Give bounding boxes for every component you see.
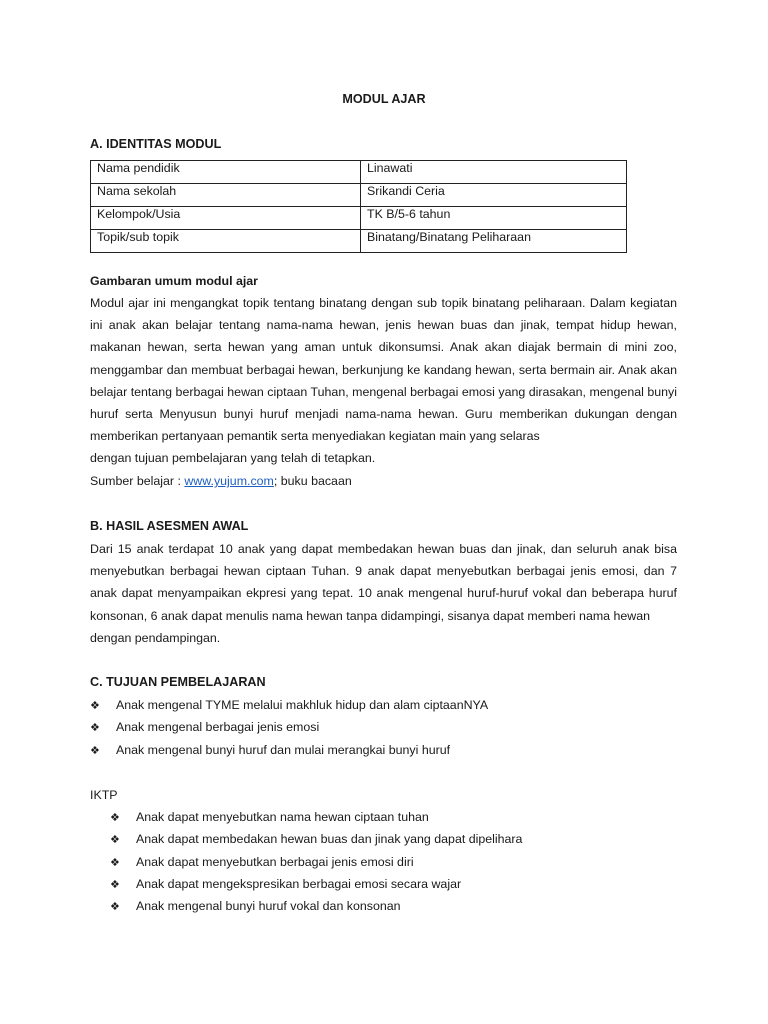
- list-item: [90, 716, 488, 738]
- diamond-bullet-icon: ❖: [110, 834, 120, 847]
- diamond-bullet-icon: ❖: [110, 856, 120, 869]
- list-item: [110, 806, 522, 828]
- source-label: Sumber belajar :: [90, 474, 185, 488]
- source-link[interactable]: www.yujum.com: [184, 474, 274, 488]
- goal-text: Anak mengenal TYME melalui makhluk hidup dan alam ciptaanNYA: [116, 698, 489, 712]
- goal-text: Anak mengenal bunyi huruf dan mulai merangkai bunyi huruf: [116, 742, 451, 757]
- diamond-bullet-icon: ❖: [110, 901, 120, 914]
- identity-table: [90, 160, 627, 253]
- list-item: [90, 739, 488, 761]
- table-row: [91, 161, 627, 184]
- iktp-text: Anak dapat menyebutkan berbagai jenis emosi diri: [136, 854, 414, 869]
- overview-last-line: dengan tujuan pembelajaran yang telah di tetapkan.: [90, 451, 376, 466]
- section-b-heading: B. HASIL ASESMEN AWAL: [90, 519, 249, 533]
- table-key: Topik/sub topik: [91, 230, 361, 253]
- table-row: [91, 230, 627, 253]
- list-item: [90, 694, 488, 716]
- table-key: Kelompok/Usia: [91, 207, 361, 230]
- table-value: TK B/5-6 tahun: [361, 207, 627, 230]
- iktp-text: Anak dapat membedakan hewan buas dan jinak yang dapat dipelihara: [136, 832, 523, 847]
- overview-heading: Gambaran umum modul ajar: [90, 274, 258, 288]
- list-item: [110, 828, 522, 850]
- iktp-text: Anak mengenal bunyi huruf vokal dan konsonan: [136, 899, 401, 914]
- table-value: Binatang/Binatang Peliharaan: [361, 230, 627, 253]
- iktp-list: [110, 806, 522, 917]
- overview-text: Modul ajar ini mengangkat topik tentang binatang dengan sub topik binatang peliharaan. Dalam kegiatan ini anak akan belajar tentang nama-nama hewan, jenis hewan buas dan jinak, tempat hidup hewan, makanan hewan, serta hewan yang aman untuk dikonsumsi. Anak akan diajak bermain di mini zoo, menggambar dan membuat berbagai hewan, berkunjung ke kandang hewan, serta bermain air. Anak akan belajar tentang berbagai hewan ciptaan Tuhan, mengenal berbagai emosi yang dirasakan, mengenal bunyi huruf serta Menyusun bunyi huruf menjadi nama-nama hewan. Guru memberikan dukungan dengan memberikan pertanyaan pemantik serta menyediakan kegiatan main yang selaras: [90, 296, 677, 444]
- section-c-heading: C. TUJUAN PEMBELAJARAN: [90, 675, 266, 689]
- document-title: MODUL AJAR: [342, 92, 426, 106]
- diamond-bullet-icon: ❖: [90, 722, 100, 735]
- list-item: [110, 851, 522, 873]
- source-rest: ; buku bacaan: [273, 474, 352, 488]
- goals-list: [90, 694, 488, 761]
- learning-source: [90, 474, 352, 488]
- diamond-bullet-icon: ❖: [90, 744, 100, 757]
- table-row: [91, 207, 627, 230]
- list-item: [110, 873, 522, 895]
- assessment-paragraph: [90, 538, 677, 649]
- iktp-label: IKTP: [90, 788, 118, 802]
- list-item: [110, 895, 522, 917]
- section-a-heading: A. IDENTITAS MODUL: [90, 137, 222, 151]
- diamond-bullet-icon: ❖: [110, 812, 120, 824]
- iktp-text: Anak dapat mengekspresikan berbagai emosi secara wajar: [136, 876, 462, 891]
- diamond-bullet-icon: ❖: [110, 878, 120, 891]
- table-value: Linawati: [361, 161, 627, 184]
- table-value: Srikandi Ceria: [361, 184, 627, 207]
- iktp-text: Anak dapat menyebutkan nama hewan ciptaan tuhan: [136, 810, 429, 824]
- table-key: Nama pendidik: [91, 161, 361, 184]
- table-key: Nama sekolah: [91, 184, 361, 207]
- assessment-last-line: dengan pendampingan.: [90, 630, 221, 645]
- table-row: [91, 184, 627, 207]
- goal-text: Anak mengenal berbagai jenis emosi: [116, 720, 320, 735]
- overview-paragraph: [90, 292, 677, 470]
- diamond-bullet-icon: ❖: [90, 700, 100, 712]
- assessment-text: Dari 15 anak terdapat 10 anak yang dapat membedakan hewan buas dan jinak, dan seluruh anak bisa menyebutkan berbagai hewan ciptaan Tuhan. 9 anak dapat menyebutkan berbagai jenis emosi, dan 7 anak dapat menyampaikan ekpresi yang tepat. 10 anak mengenal huruf-huruf vokal dan beberapa huruf konsonan, 6 anak dapat menulis nama hewan tanpa didampingi, sisanya dapat memberi nama hewan: [90, 542, 677, 623]
